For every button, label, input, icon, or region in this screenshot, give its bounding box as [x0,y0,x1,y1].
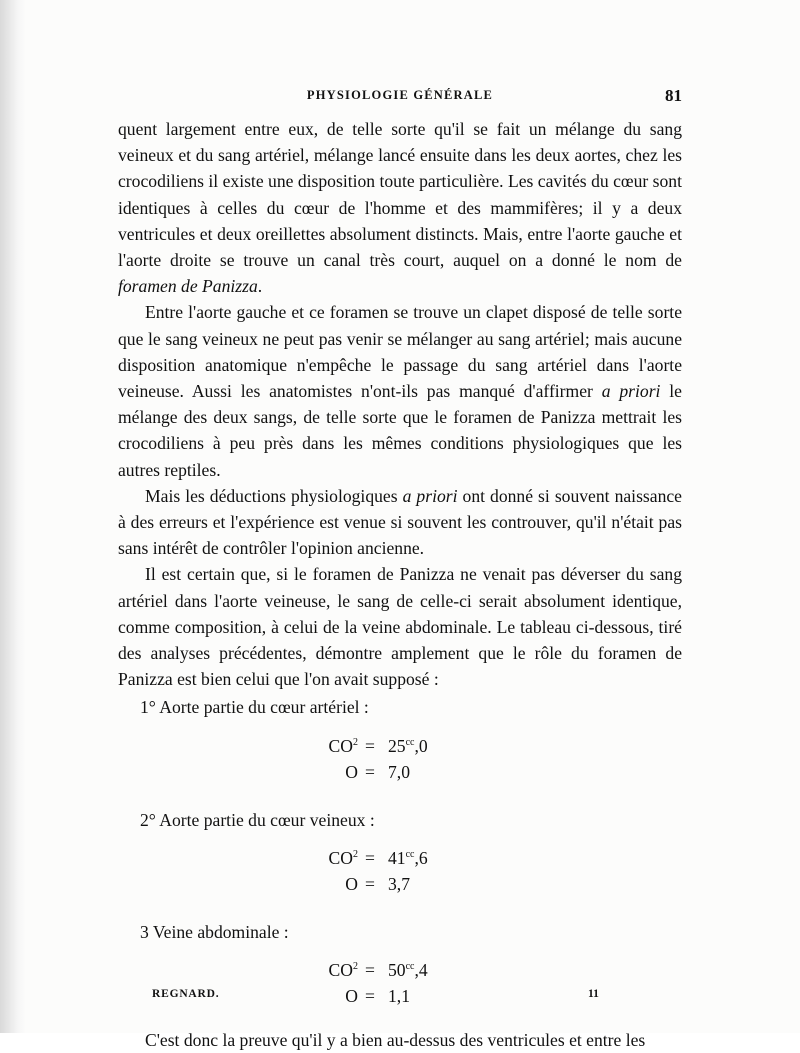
paragraph-2-start: Entre l'aorte gauche et ce foramen se trouve un clapet disposé de telle sorte que le sang veineux ne peut pas venir se mélanger au sang artériel; mais aucune disposition anatomique n'empêche le passage du sang artériel dans l'aorte veineuse. Aussi les anatomistes n'ont-ils pas manqué d'affirmer [118,302,682,402]
a-priori-term: a priori [601,381,661,402]
foramen-term: foramen de Panizza [118,276,258,297]
equals-sign: = [365,735,375,756]
co2-label: $CO^2$ [328,847,358,868]
section-3-heading: 3 Veine abdominale : [140,921,289,942]
section-2-o-row [118,871,682,897]
a-priori-term-2: a priori [402,485,458,506]
paragraph-1 [118,116,682,299]
paragraph-1-text: quent largement entre eux, de telle sorte qu'il se fait un mélange du sang veineux et du sang artériel, mélange lancé ensuite dans les deux aortes, chez les crocodiliens il existe une disposition toute particulière. Les cavités du cœur sont identiques à celles du cœur de l'homme et des mammifères; il y a deux ventricules et deux oreillettes absolument distincts. Mais, entre l'aorte gauche et l'aorte droite se trouve un canal très court, auquel on a donné le nom de [118,119,682,271]
section-2-heading: 2° Aorte partie du cœur veineux : [140,809,375,830]
section-1-co2-row [118,733,682,759]
o-label: O [345,761,358,782]
paragraph-4: Il est certain que, si le foramen de Panizza ne venait pas déverser du sang artériel dans l'aorte veineuse, le sang de celle-ci serait absolument identique, comme composition, à celui de la veine abdominale. Le tableau ci-dessous, tiré des analyses précédentes, démontre amplement que le rôle du foramen de Panizza est bien celui que l'on avait supposé : [118,564,682,690]
paragraph-2-end: le mélange des deux sangs, de telle sorte que le foramen de Panizza mettrait les crocodiliens à peu près dans les mêmes conditions physiologiques que les autres reptiles. [118,381,682,480]
section-1-co2-value: $25^{cc},0$ [388,735,428,756]
page-number: 81 [665,86,682,105]
co2-label: $CO^2$ [328,735,358,756]
section-3-co2-row [118,957,682,983]
section-2-co2-row [118,845,682,871]
page-footer [152,988,610,1000]
paragraph-3 [118,483,682,562]
footer-author: REGNARD. [152,988,220,1000]
paragraph-3-end: ont donné si souvent naissance à des erreurs et l'expérience est venue si souvent les controuver, qu'il n'était pas sans intérêt de contrôler l'opinion ancienne. [118,485,682,559]
section-1-heading: 1° Aorte partie du cœur artériel : [140,697,369,718]
paragraph-3-start: Mais les déductions physiologiques [145,485,398,506]
section-2-co2-value: $41^{cc},6$ [388,847,428,868]
paragraph-2 [118,299,682,482]
equals-sign: = [365,873,375,894]
page-edge-shadow [0,0,26,1033]
paragraph-1-end: . [257,276,263,297]
equals-sign: = [365,960,375,981]
section-3-o-value: 1,1 [388,986,410,1007]
equals-sign: = [365,761,375,782]
body-text [118,116,682,1053]
o-label: O [345,873,358,894]
running-head-title: PHYSIOLOGIE GÉNÉRALE [306,88,494,102]
co2-label: $CO^2$ [328,960,358,981]
footer-signature: 11 [588,988,599,1000]
paragraph-5: C'est donc la preuve qu'il y a bien au-dessus des ventricules et entre les [145,1030,646,1051]
equals-sign: = [365,847,375,868]
equals-sign: = [365,986,375,1007]
running-head [118,88,682,108]
o-label: O [345,986,358,1007]
section-1-o-row [118,759,682,785]
section-2-o-value: 3,7 [388,873,410,894]
section-1-o-value: 7,0 [388,761,410,782]
section-3-co2-value: $50^{cc},4$ [388,960,428,981]
